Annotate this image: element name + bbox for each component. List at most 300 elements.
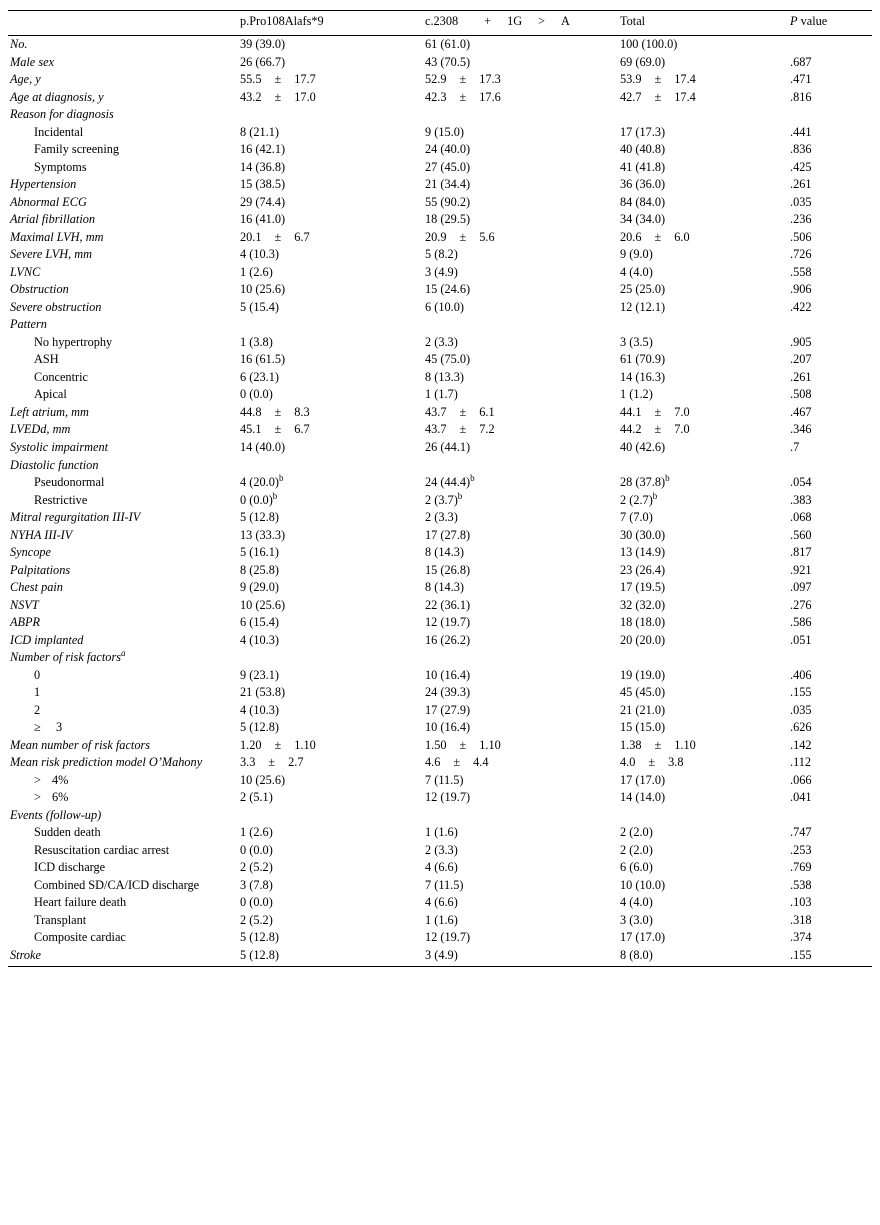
cell-g2: 1.50 ± 1.10 bbox=[425, 737, 501, 752]
cell-pvalue: .041 bbox=[790, 790, 812, 805]
cell-total: 4.0 ± 3.8 bbox=[620, 755, 684, 770]
cell-pvalue: .769 bbox=[790, 860, 812, 875]
cell-pvalue: .103 bbox=[790, 895, 812, 910]
cell-g2: 2 $(3.7)^b$ bbox=[425, 490, 463, 507]
cell-pvalue: .467 bbox=[790, 404, 812, 419]
table-header bbox=[8, 11, 872, 36]
row-label: Obstruction bbox=[10, 282, 69, 297]
cell-pvalue: .471 bbox=[790, 72, 812, 87]
cell-total: 32 (32.0) bbox=[620, 597, 666, 612]
row-label: Transplant bbox=[34, 912, 87, 927]
header-group2-part-2: 1G bbox=[507, 14, 523, 28]
table-row bbox=[8, 526, 872, 544]
cell-g1: 9 (23.1) bbox=[240, 667, 279, 682]
table-row bbox=[8, 351, 872, 369]
table-row bbox=[8, 141, 872, 159]
row-label: Combined SD/CA/ICD discharge bbox=[34, 877, 200, 892]
cell-g2: 24 (40.0) bbox=[425, 142, 471, 157]
header-group2-part-4: A bbox=[561, 14, 570, 28]
table-row bbox=[8, 684, 872, 702]
row-label: Syncope bbox=[10, 545, 51, 560]
cell-total: 1 (1.2) bbox=[620, 387, 653, 402]
cell-g1: 6 (15.4) bbox=[240, 615, 279, 630]
cell-g2 bbox=[423, 807, 618, 825]
table-row bbox=[8, 894, 872, 912]
header-group2-part-1: + bbox=[484, 14, 492, 28]
table-row bbox=[8, 702, 872, 720]
table-row bbox=[8, 667, 872, 685]
cell-pvalue: .441 bbox=[790, 124, 812, 139]
cell-pvalue: .066 bbox=[790, 772, 812, 787]
row-label: Stroke bbox=[10, 947, 41, 962]
table-row bbox=[8, 614, 872, 632]
table-row bbox=[8, 579, 872, 597]
table-row bbox=[8, 316, 872, 334]
cell-pvalue: .726 bbox=[790, 247, 812, 262]
table-bottom-rule bbox=[8, 966, 872, 967]
cell-g2: 24 (39.3) bbox=[425, 685, 471, 700]
row-label: No hypertrophy bbox=[34, 334, 113, 349]
cell-total: 53.9 ± 17.4 bbox=[620, 72, 696, 87]
row-label: Family screening bbox=[34, 142, 120, 157]
row-label: NYHA III-IV bbox=[10, 527, 73, 542]
cell-total: 6 (6.0) bbox=[620, 860, 653, 875]
cell-total bbox=[618, 456, 788, 474]
table-row bbox=[8, 597, 872, 615]
cell-total: 17 (19.5) bbox=[620, 580, 666, 595]
row-label: Left atrium, mm bbox=[10, 404, 89, 419]
cell-g1: 55.5 ± 17.7 bbox=[240, 72, 316, 87]
row-label: Age at diagnosis, y bbox=[10, 89, 104, 104]
cell-pvalue bbox=[788, 106, 872, 124]
cell-pvalue: .626 bbox=[790, 720, 812, 735]
cell-pvalue: .261 bbox=[790, 177, 812, 192]
cell-total: 40 (42.6) bbox=[620, 440, 666, 454]
cell-total: 15 (15.0) bbox=[620, 720, 666, 735]
table-row bbox=[8, 369, 872, 387]
row-label: Mean number of risk factors bbox=[10, 737, 151, 752]
row-label: Number of risk factors$^a$ bbox=[10, 648, 126, 665]
cell-g2: 43.7 ± 6.1 bbox=[425, 404, 495, 419]
cell-total: 20 (20.0) bbox=[620, 632, 666, 647]
table-row bbox=[8, 386, 872, 404]
cell-total: 9 (9.0) bbox=[620, 247, 653, 262]
table-row bbox=[8, 859, 872, 877]
cell-g2: 4 (6.6) bbox=[425, 860, 458, 875]
cell-pvalue: .236 bbox=[790, 212, 812, 227]
cell-g2: 43.7 ± 7.2 bbox=[425, 422, 495, 437]
cell-g2: 6 (10.0) bbox=[425, 299, 464, 314]
cell-g1: 0 (0.0) bbox=[240, 387, 273, 402]
row-label: Severe obstruction bbox=[10, 299, 102, 314]
clinical-characteristics-table bbox=[8, 10, 872, 964]
cell-total: 17 (17.0) bbox=[620, 772, 666, 787]
cell-g1: 1 (3.8) bbox=[240, 334, 273, 349]
table-row bbox=[8, 176, 872, 194]
cell-g1: 4 (10.3) bbox=[240, 632, 279, 647]
cell-g1: 5 (15.4) bbox=[240, 299, 279, 314]
cell-g1: 5 (12.8) bbox=[240, 930, 279, 945]
cell-pvalue: .558 bbox=[790, 264, 812, 279]
cell-g2: 7 (11.5) bbox=[425, 877, 464, 892]
cell-g1: 20.1 ± 6.7 bbox=[240, 229, 310, 244]
table-row bbox=[8, 877, 872, 895]
cell-total: 30 (30.0) bbox=[620, 527, 666, 542]
row-label: > 4% bbox=[34, 772, 69, 787]
table-row bbox=[8, 929, 872, 947]
cell-g1: 26 (66.7) bbox=[240, 54, 286, 69]
cell-g1: 4 $(20.0)^b$ bbox=[240, 472, 284, 490]
table-row bbox=[8, 824, 872, 842]
cell-g2: 9 (15.0) bbox=[425, 124, 464, 139]
table-row bbox=[8, 421, 872, 439]
cell-g2: 2 (3.3) bbox=[425, 510, 458, 525]
cell-total: 36 (36.0) bbox=[620, 177, 666, 192]
cell-g2: 27 (45.0) bbox=[425, 159, 471, 174]
row-label: Concentric bbox=[34, 369, 88, 384]
table-row bbox=[8, 561, 872, 579]
table-row bbox=[8, 124, 872, 142]
table-row bbox=[8, 509, 872, 527]
table-row bbox=[8, 737, 872, 755]
row-label: Resuscitation cardiac arrest bbox=[34, 842, 170, 857]
cell-g1: 5 (12.8) bbox=[240, 510, 279, 525]
cell-g1: 8 (21.1) bbox=[240, 124, 279, 139]
cell-g2: 8 (13.3) bbox=[425, 369, 464, 384]
cell-total: 2 $(2.7)^b$ bbox=[620, 490, 658, 507]
row-label: > 6% bbox=[34, 790, 69, 805]
header-group2 bbox=[423, 11, 618, 36]
cell-g2: 16 (26.2) bbox=[425, 632, 471, 647]
cell-pvalue: .560 bbox=[790, 527, 812, 542]
cell-pvalue: .906 bbox=[790, 282, 812, 297]
cell-g1: 4 (10.3) bbox=[240, 702, 279, 717]
cell-total: 17 (17.0) bbox=[620, 930, 666, 945]
row-label: Apical bbox=[34, 387, 67, 402]
cell-g2: 10 (16.4) bbox=[425, 667, 471, 682]
table-row bbox=[8, 299, 872, 317]
cell-g2 bbox=[423, 649, 618, 667]
cell-total bbox=[618, 316, 788, 334]
table-row bbox=[8, 89, 872, 107]
table-row bbox=[8, 807, 872, 825]
cell-pvalue: .054 bbox=[790, 475, 812, 490]
header-group2-part-0: c.2308 bbox=[425, 14, 459, 28]
cell-total: 21 (21.0) bbox=[620, 702, 666, 717]
cell-pvalue: .035 bbox=[790, 702, 812, 717]
table-row bbox=[8, 649, 872, 667]
cell-g1: 14 (36.8) bbox=[240, 159, 286, 174]
cell-g2: 22 (36.1) bbox=[425, 597, 471, 612]
cell-g2: 26 (44.1) bbox=[425, 440, 471, 454]
cell-g1: 14 (40.0) bbox=[240, 440, 286, 454]
cell-g2: 43 (70.5) bbox=[425, 54, 471, 69]
cell-g1 bbox=[238, 106, 423, 124]
row-label: Hypertension bbox=[10, 177, 77, 192]
table-row bbox=[8, 754, 872, 772]
cell-pvalue bbox=[788, 316, 872, 334]
header-label-col bbox=[8, 11, 238, 36]
row-label: ≥ 3 bbox=[34, 720, 63, 735]
cell-pvalue: .7 bbox=[790, 440, 800, 454]
cell-g1: 8 (25.8) bbox=[240, 562, 279, 577]
cell-total: 13 (14.9) bbox=[620, 545, 666, 560]
header-row bbox=[8, 11, 872, 36]
cell-pvalue: .425 bbox=[790, 159, 812, 174]
cell-pvalue: .097 bbox=[790, 580, 812, 595]
cell-g2 bbox=[423, 456, 618, 474]
table-row bbox=[8, 159, 872, 177]
cell-g1: 0 $(0.0)^b$ bbox=[240, 490, 278, 507]
cell-pvalue: .374 bbox=[790, 930, 812, 945]
cell-g2: 12 (19.7) bbox=[425, 790, 471, 805]
cell-g1: 39 (39.0) bbox=[240, 37, 286, 52]
row-label: Abnormal ECG bbox=[10, 194, 87, 209]
cell-pvalue: .422 bbox=[790, 299, 812, 314]
cell-g2 bbox=[423, 316, 618, 334]
row-label: Pattern bbox=[10, 317, 47, 332]
table-row bbox=[8, 947, 872, 965]
cell-pvalue bbox=[788, 649, 872, 667]
row-label: LVNC bbox=[10, 264, 41, 279]
cell-g1: 16 (41.0) bbox=[240, 212, 286, 227]
cell-pvalue: .383 bbox=[790, 492, 812, 507]
cell-total: 7 (7.0) bbox=[620, 510, 653, 525]
row-label: Maximal LVH, mm bbox=[10, 229, 104, 244]
table-row bbox=[8, 264, 872, 282]
cell-g2: 20.9 ± 5.6 bbox=[425, 229, 495, 244]
table-row bbox=[8, 334, 872, 352]
cell-total: 10 (10.0) bbox=[620, 877, 666, 892]
row-label: Severe LVH, mm bbox=[10, 247, 93, 262]
row-label: Mean risk prediction model O’Mahony bbox=[10, 755, 203, 770]
cell-g1: 10 (25.6) bbox=[240, 597, 286, 612]
cell-g2: 8 (14.3) bbox=[425, 545, 464, 560]
table-row bbox=[8, 456, 872, 474]
cell-pvalue: .586 bbox=[790, 615, 812, 630]
cell-g2: 4.6 ± 4.4 bbox=[425, 755, 489, 770]
table-row bbox=[8, 912, 872, 930]
cell-pvalue: .051 bbox=[790, 632, 812, 647]
cell-g2: 2 (3.3) bbox=[425, 334, 458, 349]
table-row bbox=[8, 772, 872, 790]
row-label: ICD discharge bbox=[34, 860, 106, 875]
row-label: No. bbox=[10, 37, 28, 52]
cell-total: 100 (100.0) bbox=[620, 37, 678, 52]
cell-total: 45 (45.0) bbox=[620, 685, 666, 700]
table-row bbox=[8, 632, 872, 650]
cell-total: 1.38 ± 1.10 bbox=[620, 737, 696, 752]
table-row bbox=[8, 842, 872, 860]
cell-g1: 16 (61.5) bbox=[240, 352, 286, 367]
cell-pvalue: .318 bbox=[790, 912, 812, 927]
cell-g2: 1 (1.7) bbox=[425, 387, 458, 402]
cell-g2: 17 (27.8) bbox=[425, 527, 471, 542]
cell-pvalue: .142 bbox=[790, 737, 812, 752]
table-row bbox=[8, 211, 872, 229]
cell-total: 69 (69.0) bbox=[620, 54, 666, 69]
cell-g1: 15 (38.5) bbox=[240, 177, 286, 192]
cell-g2: 5 (8.2) bbox=[425, 247, 458, 262]
cell-pvalue: .836 bbox=[790, 142, 812, 157]
row-label: Restrictive bbox=[34, 492, 88, 507]
cell-g1: 13 (33.3) bbox=[240, 527, 286, 542]
row-label: Pseudonormal bbox=[34, 475, 105, 490]
cell-g1: 21 (53.8) bbox=[240, 685, 286, 700]
cell-g1: 2 (5.2) bbox=[240, 912, 273, 927]
cell-pvalue: .747 bbox=[790, 825, 812, 840]
cell-total: 44.1 ± 7.0 bbox=[620, 404, 690, 419]
header-pvalue: P value bbox=[790, 14, 828, 28]
row-label: Palpitations bbox=[10, 562, 71, 577]
row-label: 1 bbox=[34, 685, 41, 700]
cell-g2: 8 (14.3) bbox=[425, 580, 464, 595]
cell-total: 44.2 ± 7.0 bbox=[620, 422, 690, 437]
cell-total: 8 (8.0) bbox=[620, 947, 653, 962]
cell-total: 42.7 ± 17.4 bbox=[620, 89, 696, 104]
cell-total: 12 (12.1) bbox=[620, 299, 666, 314]
cell-pvalue: .538 bbox=[790, 877, 812, 892]
row-label: ABPR bbox=[10, 615, 41, 630]
table-row bbox=[8, 246, 872, 264]
cell-total: 4 (4.0) bbox=[620, 895, 653, 910]
cell-g1: 44.8 ± 8.3 bbox=[240, 404, 310, 419]
cell-pvalue: .276 bbox=[790, 597, 812, 612]
row-label: Heart failure death bbox=[34, 895, 127, 910]
cell-total: 2 (2.0) bbox=[620, 825, 653, 840]
row-label: 2 bbox=[34, 702, 41, 717]
header-group1: p.Pro108Alafs*9 bbox=[240, 14, 324, 28]
cell-pvalue: .346 bbox=[790, 422, 812, 437]
table-row bbox=[8, 54, 872, 72]
cell-total: 34 (34.0) bbox=[620, 212, 666, 227]
cell-g2: 2 (3.3) bbox=[425, 842, 458, 857]
table-body bbox=[8, 36, 872, 965]
cell-total bbox=[618, 649, 788, 667]
cell-g2: 15 (26.8) bbox=[425, 562, 471, 577]
cell-g2: 21 (34.4) bbox=[425, 177, 471, 192]
cell-g2: 12 (19.7) bbox=[425, 615, 471, 630]
cell-g2: 4 (6.6) bbox=[425, 895, 458, 910]
table-row bbox=[8, 106, 872, 124]
cell-g2: 45 (75.0) bbox=[425, 352, 471, 367]
cell-g1: 2 (5.1) bbox=[240, 790, 273, 805]
cell-g1: 3 (7.8) bbox=[240, 877, 273, 892]
cell-g1: 2 (5.2) bbox=[240, 860, 273, 875]
cell-g1 bbox=[238, 807, 423, 825]
cell-g2: 18 (29.5) bbox=[425, 212, 471, 227]
table-row bbox=[8, 491, 872, 509]
cell-total: 23 (26.4) bbox=[620, 562, 666, 577]
cell-total: 28 $(37.8)^b$ bbox=[620, 472, 670, 490]
cell-g1: 10 (25.6) bbox=[240, 772, 286, 787]
cell-pvalue: .406 bbox=[790, 667, 812, 682]
row-label: Chest pain bbox=[10, 580, 63, 595]
cell-pvalue: .687 bbox=[790, 54, 812, 69]
table-row bbox=[8, 281, 872, 299]
cell-g1 bbox=[238, 649, 423, 667]
cell-total: 2 (2.0) bbox=[620, 842, 653, 857]
cell-g1: 5 (12.8) bbox=[240, 947, 279, 962]
row-label: NSVT bbox=[10, 597, 39, 612]
cell-pvalue: .921 bbox=[790, 562, 812, 577]
table-row bbox=[8, 194, 872, 212]
cell-pvalue: .112 bbox=[790, 755, 812, 770]
cell-g1: 29 (74.4) bbox=[240, 194, 286, 209]
table-row bbox=[8, 71, 872, 89]
table-row bbox=[8, 404, 872, 422]
cell-g1 bbox=[238, 316, 423, 334]
table-row bbox=[8, 439, 872, 457]
cell-total bbox=[618, 807, 788, 825]
header-group2-part-3: > bbox=[538, 14, 546, 28]
table-row bbox=[8, 719, 872, 737]
cell-total: 20.6 ± 6.0 bbox=[620, 229, 690, 244]
cell-g1: 1 (2.6) bbox=[240, 825, 273, 840]
table-row bbox=[8, 229, 872, 247]
cell-g2: 1 (1.6) bbox=[425, 912, 458, 927]
row-label: Male sex bbox=[10, 54, 55, 69]
cell-pvalue: .261 bbox=[790, 369, 812, 384]
row-label: Age, y bbox=[10, 72, 41, 87]
cell-pvalue: .207 bbox=[790, 352, 812, 367]
row-label: Composite cardiac bbox=[34, 930, 126, 945]
cell-g2: 24 $(44.4)^b$ bbox=[425, 472, 475, 490]
cell-pvalue bbox=[788, 36, 872, 54]
cell-g1: 1.20 ± 1.10 bbox=[240, 737, 316, 752]
table-row bbox=[8, 474, 872, 492]
header-total: Total bbox=[620, 14, 646, 28]
row-label: Systolic impairment bbox=[10, 440, 109, 454]
cell-g2: 55 (90.2) bbox=[425, 194, 471, 209]
cell-g2: 17 (27.9) bbox=[425, 702, 471, 717]
cell-total: 25 (25.0) bbox=[620, 282, 666, 297]
cell-g1: 45.1 ± 6.7 bbox=[240, 422, 310, 437]
cell-pvalue bbox=[788, 456, 872, 474]
cell-pvalue: .506 bbox=[790, 229, 812, 244]
row-label: Mitral regurgitation III-IV bbox=[10, 510, 141, 525]
table-row bbox=[8, 789, 872, 807]
cell-pvalue: .816 bbox=[790, 89, 812, 104]
cell-total: 4 (4.0) bbox=[620, 264, 653, 279]
row-label: ASH bbox=[34, 352, 59, 367]
row-label: ICD implanted bbox=[10, 632, 84, 647]
cell-g2: 3 (4.9) bbox=[425, 947, 458, 962]
cell-g2: 12 (19.7) bbox=[425, 930, 471, 945]
cell-g2: 42.3 ± 17.6 bbox=[425, 89, 501, 104]
row-label: Incidental bbox=[34, 124, 84, 139]
cell-pvalue bbox=[788, 807, 872, 825]
cell-g1: 0 (0.0) bbox=[240, 895, 273, 910]
cell-pvalue: .817 bbox=[790, 545, 812, 560]
cell-pvalue: .508 bbox=[790, 387, 812, 402]
row-label: Symptoms bbox=[34, 159, 87, 174]
table-row bbox=[8, 36, 872, 54]
cell-total: 84 (84.0) bbox=[620, 194, 666, 209]
cell-pvalue: .253 bbox=[790, 842, 812, 857]
cell-g1: 5 (16.1) bbox=[240, 545, 279, 560]
cell-total: 19 (19.0) bbox=[620, 667, 666, 682]
cell-g1: 4 (10.3) bbox=[240, 247, 279, 262]
cell-g2: 61 (61.0) bbox=[425, 37, 471, 52]
cell-g1: 0 (0.0) bbox=[240, 842, 273, 857]
cell-g1: 43.2 ± 17.0 bbox=[240, 89, 316, 104]
cell-g2: 52.9 ± 17.3 bbox=[425, 72, 501, 87]
cell-pvalue: .035 bbox=[790, 194, 812, 209]
row-label: LVEDd, mm bbox=[10, 422, 71, 437]
cell-g1 bbox=[238, 456, 423, 474]
cell-g2 bbox=[423, 106, 618, 124]
